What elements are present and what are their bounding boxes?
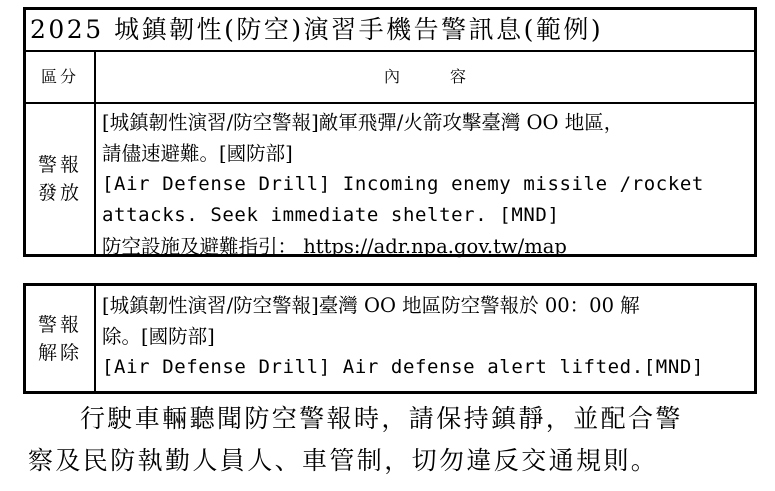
row-label-lift — [26, 286, 96, 391]
message-line-en: [Air Defense Drill] Air defense alert lifted.[MND] — [102, 356, 704, 378]
row-label-line: 發放 — [37, 182, 82, 204]
message-line-zh: [城鎮韌性演習/防空警報]臺灣 OO 地區防空警報於 00：00 解 — [102, 294, 640, 317]
row-label-line: 警報 — [37, 154, 82, 176]
table-header-row — [26, 52, 754, 104]
message-line-zh: 除。[國防部] — [102, 325, 215, 348]
message-line-en: attacks. Seek immediate shelter. [MND] — [102, 204, 560, 226]
drill-lift-table — [23, 283, 757, 394]
header-content: 內容 — [383, 67, 516, 86]
message-line-zh: [城鎮韌性演習/防空警報]敵軍飛彈/火箭攻擊臺灣 OO 地區， — [102, 111, 624, 134]
message-line-zh: 請儘速避難。[國防部] — [102, 142, 293, 165]
table-title: 2025 城鎮韌性(防空)演習手機告警訊息(範例) — [26, 10, 754, 52]
drill-alert-table — [23, 7, 757, 257]
row-label-issue — [26, 104, 96, 254]
header-category: 區分 — [26, 52, 96, 102]
alert-lift-message — [102, 290, 750, 383]
row-label-line: 解除 — [37, 341, 82, 364]
paragraph-line: 察及民防執勤人員人、車管制，切勿違反交通規則。 — [28, 446, 659, 475]
traffic-instruction-paragraph — [28, 398, 768, 482]
alert-issue-message — [102, 107, 750, 262]
row-label-line: 警報 — [37, 313, 82, 336]
message-line-en: [Air Defense Drill] Incoming enemy missile /rocket — [102, 173, 704, 195]
message-line-link: 防空設施及避難指引： https://adr.npa.gov.tw/map — [102, 235, 567, 258]
paragraph-line: 行駛車輛聽聞防空警報時，請保持鎮靜，並配合警 — [80, 404, 683, 433]
